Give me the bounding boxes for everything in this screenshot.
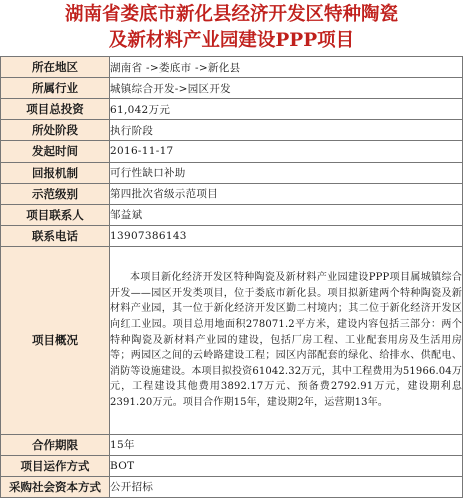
phone-label: 联系电话: [1, 225, 110, 246]
start-date-value: 2016-11-17: [110, 141, 463, 162]
demo-level-label: 示范级别: [1, 183, 110, 204]
procurement-method-label: 采购社会资本方式: [1, 476, 110, 497]
title-line-1: 湖南省娄底市新化县经济开发区特种陶瓷: [64, 4, 398, 25]
row-start-date: [1, 141, 463, 162]
start-date-label: 发起时间: [1, 141, 110, 162]
cooperation-period-label: 合作期限: [1, 434, 110, 455]
total-investment-value: 61,042万元: [110, 99, 463, 120]
article-title: [0, 0, 463, 56]
row-cooperation-period: [1, 434, 463, 455]
operation-mode-label: 项目运作方式: [1, 455, 110, 476]
row-region: [1, 57, 463, 78]
return-mechanism-value: 可行性缺口补助: [110, 162, 463, 183]
cooperation-period-value: 15年: [110, 434, 463, 455]
operation-mode-value: BOT: [110, 455, 463, 476]
row-operation-mode: [1, 455, 463, 476]
procurement-method-value: 公开招标: [110, 476, 463, 497]
row-total-investment: [1, 99, 463, 120]
row-demo-level: [1, 183, 463, 204]
title-line-2: 及新材料产业园建设PPP项目: [108, 30, 355, 51]
stage-value: 执行阶段: [110, 120, 463, 141]
project-info-table: [0, 56, 463, 498]
row-phone: [1, 225, 463, 246]
row-return-mechanism: [1, 162, 463, 183]
region-label: 所在地区: [1, 57, 110, 78]
demo-level-value: 第四批次省级示范项目: [110, 183, 463, 204]
return-mechanism-label: 回报机制: [1, 162, 110, 183]
contact-person-value: 邹益斌: [110, 204, 463, 225]
row-industry: [1, 78, 463, 99]
industry-value: 城镇综合开发->园区开发: [110, 78, 463, 99]
phone-value: 13907386143: [110, 225, 463, 246]
row-stage: [1, 120, 463, 141]
region-value: 湖南省 ->娄底市 ->新化县: [110, 57, 463, 78]
row-procurement-method: [1, 476, 463, 497]
overview-value: 本项目新化经济开发区特种陶瓷及新材料产业园建设PPP项目属城镇综合开发——园区开发类项目，位于娄底市新化县。项目拟新建两个特种陶瓷及新材料产业园，其一位于新化经济开发区勤二村境内；其二位于新化经济开发区向红工业园。项目总用地面积278071.2平方米，建设内容包括三部分：两个特种陶瓷及新材料产业园的建设，包括厂房工程、工业配套用房及生活用房等；两园区之间的云岭路建设工程；园区内部配套的绿化、给排水、供配电、消防等设施建设。本项目拟投资61042.32万元，其中工程费用为51966.04万元，工程建设其他费用3892.17万元、预备费2792.91万元，建设期利息2391.20万元。项目合作期15年，建设期2年，运营期13年。: [110, 246, 463, 434]
overview-label: 项目概况: [1, 246, 110, 434]
contact-person-label: 项目联系人: [1, 204, 110, 225]
industry-label: 所属行业: [1, 78, 110, 99]
row-contact-person: [1, 204, 463, 225]
total-investment-label: 项目总投资: [1, 99, 110, 120]
row-overview: [1, 246, 463, 434]
stage-label: 所处阶段: [1, 120, 110, 141]
